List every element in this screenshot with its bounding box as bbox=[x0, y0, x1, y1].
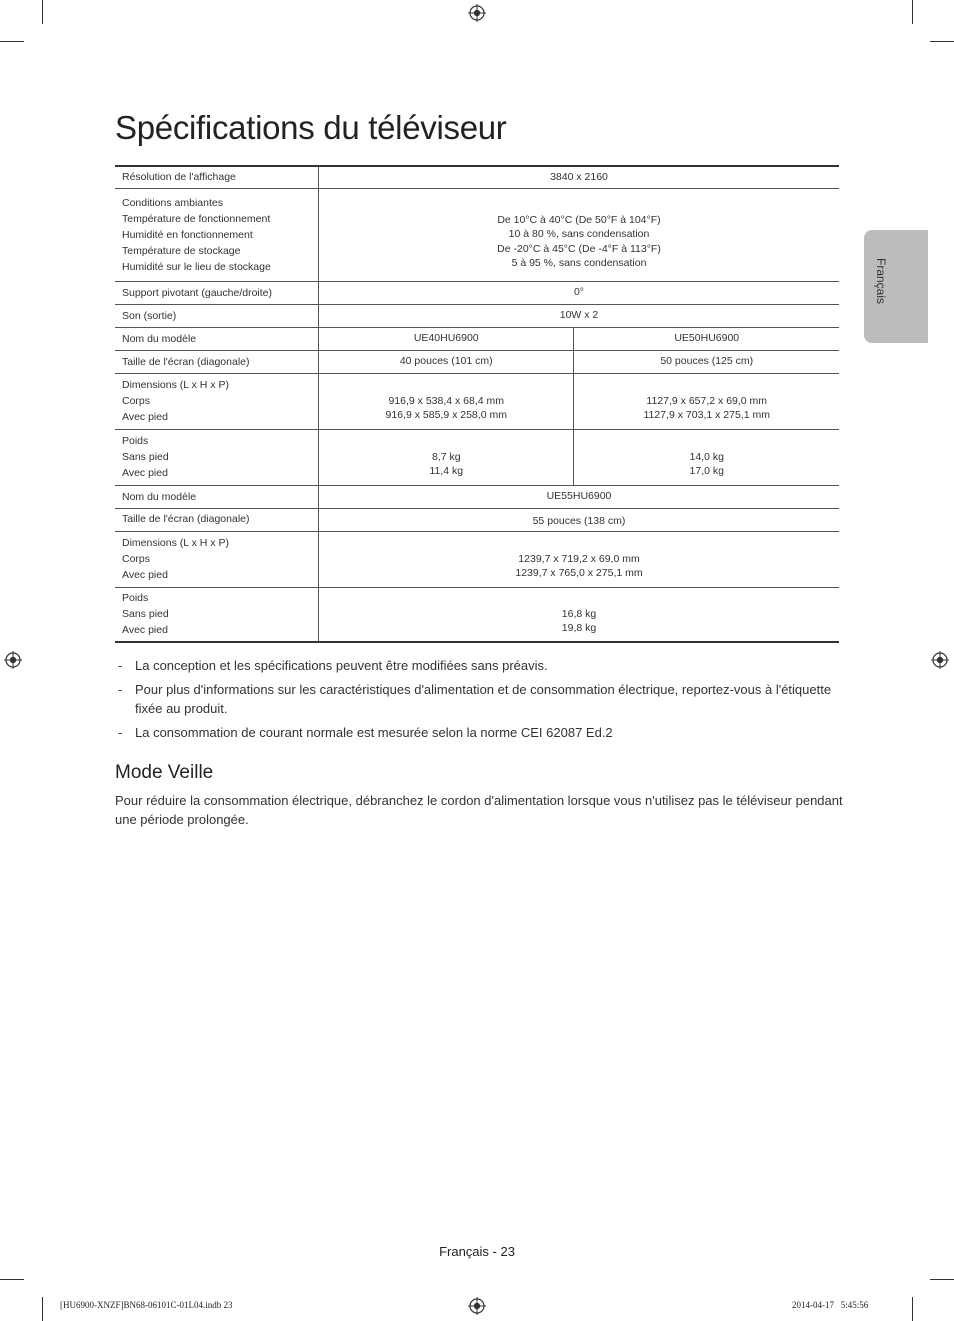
table-row bbox=[115, 327, 839, 350]
crop-mark bbox=[930, 41, 954, 42]
row-label: Taille de l'écran (diagonale) bbox=[115, 508, 319, 531]
row-value: 8,7 kg 11,4 kg bbox=[319, 429, 574, 485]
print-date-info: 2014-04-17 5:45:56 bbox=[792, 1300, 869, 1310]
row-label: Poids Sans pied Avec pied bbox=[115, 587, 319, 642]
row-label: Nom du modèle bbox=[115, 485, 319, 508]
crop-mark bbox=[0, 41, 24, 42]
table-row bbox=[115, 188, 839, 281]
page-number: Français - 23 bbox=[439, 1244, 515, 1259]
registration-mark-icon bbox=[468, 1297, 486, 1315]
row-label: Dimensions (L x H x P) Corps Avec pied bbox=[115, 531, 319, 587]
section-heading: Mode Veille bbox=[115, 762, 214, 783]
row-label: Son (sortie) bbox=[115, 304, 319, 327]
row-label: Support pivotant (gauche/droite) bbox=[115, 281, 319, 304]
row-value: UE55HU6900 bbox=[319, 485, 840, 508]
note-text: La conception et les spécifications peuvent être modifiées sans préavis. bbox=[135, 658, 548, 673]
row-value: 916,9 x 538,4 x 68,4 mm 916,9 x 585,9 x 258,0 mm bbox=[319, 373, 574, 429]
row-label: Taille de l'écran (diagonale) bbox=[115, 350, 319, 373]
registration-mark-icon bbox=[931, 651, 949, 669]
row-value: 1239,7 x 719,2 x 69,0 mm 1239,7 x 765,0 x 275,1 mm bbox=[319, 531, 840, 587]
crop-mark bbox=[42, 1297, 43, 1321]
table-row bbox=[115, 508, 839, 531]
row-value: 14,0 kg 17,0 kg bbox=[574, 429, 839, 485]
row-value: 1127,9 x 657,2 x 69,0 mm 1127,9 x 703,1 x 275,1 mm bbox=[574, 373, 839, 429]
row-value: 55 pouces (138 cm) bbox=[319, 508, 840, 531]
note-item bbox=[115, 680, 840, 718]
row-value: UE50HU6900 bbox=[574, 327, 839, 350]
page-title: Spécifications du téléviseur bbox=[115, 109, 507, 146]
crop-mark bbox=[0, 1279, 24, 1280]
row-value: 50 pouces (125 cm) bbox=[574, 350, 839, 373]
table-row bbox=[115, 281, 839, 304]
note-text: La consommation de courant normale est mesurée selon la norme CEI 62087 Ed.2 bbox=[135, 725, 613, 740]
table-row bbox=[115, 485, 839, 508]
row-label: Nom du modèle bbox=[115, 327, 319, 350]
table-row bbox=[115, 587, 839, 642]
row-label: Poids Sans pied Avec pied bbox=[115, 429, 319, 485]
crop-mark bbox=[42, 0, 43, 24]
table-row bbox=[115, 350, 839, 373]
registration-mark-icon bbox=[468, 4, 486, 22]
spec-table bbox=[115, 165, 839, 643]
row-label: Conditions ambiantes Température de fonctionnement Humidité en fonctionnement Température de stockage Humidité sur le lieu de stockage bbox=[115, 188, 319, 281]
row-value: 16,8 kg 19,8 kg bbox=[319, 587, 840, 642]
row-value: 3840 x 2160 bbox=[550, 171, 608, 183]
section-paragraph: Pour réduire la consommation électrique, débranchez le cordon d'alimentation lorsque vous n'utilisez pas le téléviseur pendant une période prolongée. bbox=[115, 793, 843, 827]
row-value: UE40HU6900 bbox=[319, 327, 574, 350]
note-text: Pour plus d'informations sur les caractéristiques d'alimentation et de consommation électrique, reportez-vous à l'étiquette fixée au produit. bbox=[135, 682, 832, 716]
note-item bbox=[115, 656, 840, 675]
language-side-tab bbox=[864, 230, 928, 343]
crop-mark bbox=[930, 1279, 954, 1280]
row-value: 10W x 2 bbox=[319, 304, 840, 327]
table-row bbox=[115, 429, 839, 485]
registration-mark-icon bbox=[4, 651, 22, 669]
row-label: Dimensions (L x H x P) Corps Avec pied bbox=[115, 373, 319, 429]
crop-mark bbox=[912, 0, 913, 24]
table-row bbox=[115, 373, 839, 429]
table-row bbox=[115, 166, 839, 188]
note-item bbox=[115, 723, 840, 742]
print-file-info: [HU6900-XNZF]BN68-06101C-01L04.indb 23 bbox=[60, 1300, 233, 1310]
row-value: De 10°C à 40°C (De 50°F à 104°F) 10 à 80 %, sans condensation De -20°C à 45°C (De -4°F à 113°F) 5 à 95 %, sans condensation bbox=[319, 188, 840, 281]
row-label: Résolution de l'affichage bbox=[115, 166, 319, 188]
language-tab-label: Français bbox=[874, 258, 888, 305]
note-dash: - bbox=[118, 725, 123, 740]
row-value: 40 pouces (101 cm) bbox=[319, 350, 574, 373]
note-dash: - bbox=[118, 658, 123, 673]
crop-mark bbox=[912, 1297, 913, 1321]
note-dash: - bbox=[118, 682, 123, 697]
table-row bbox=[115, 304, 839, 327]
table-row bbox=[115, 531, 839, 587]
row-value: 0° bbox=[319, 281, 840, 304]
